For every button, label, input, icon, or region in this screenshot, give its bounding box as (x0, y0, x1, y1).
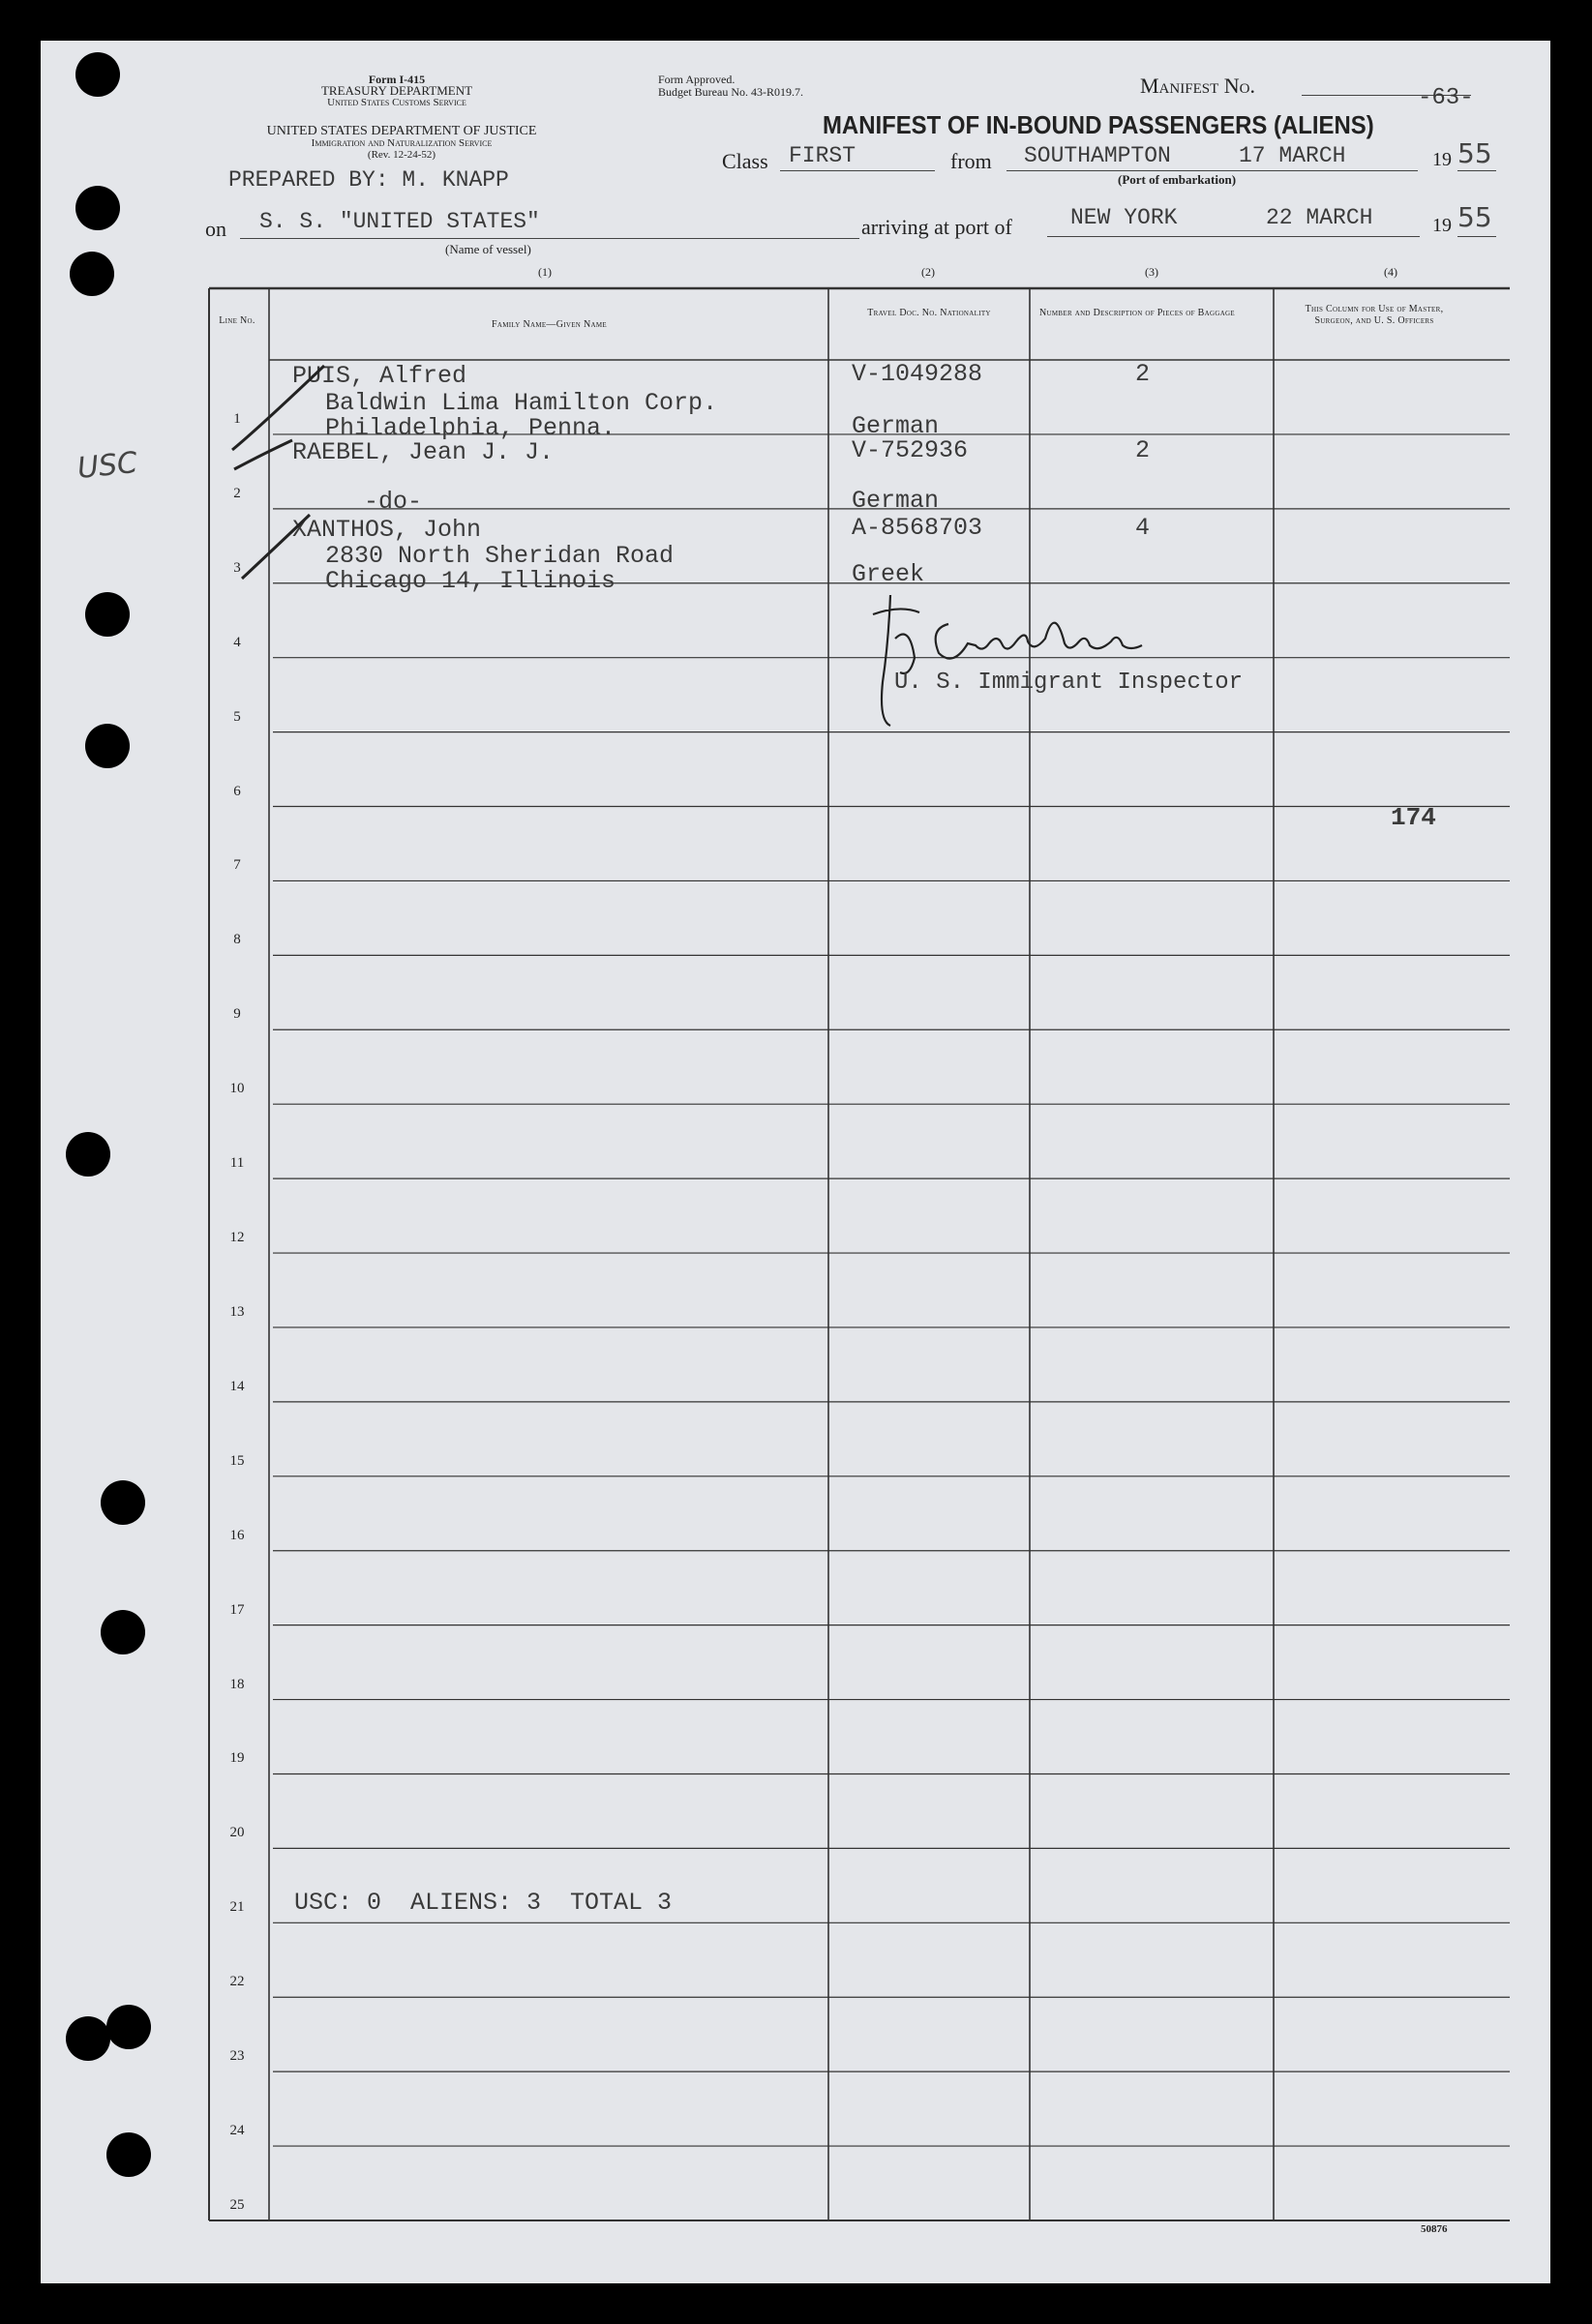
line-number: 23 (229, 2048, 245, 2065)
class-value: FIRST (789, 143, 856, 168)
form-approved (658, 74, 803, 99)
entry-1-address-2: Philadelphia, Penna. (325, 414, 616, 442)
line-number: 4 (233, 634, 241, 650)
budget-bureau: Budget Bureau No. 43-R019.7. (658, 85, 803, 99)
line-number: 15 (229, 1452, 245, 1469)
margin-note: USC (75, 445, 139, 487)
from-year: 55 (1457, 137, 1492, 169)
line-number: 25 (229, 2197, 245, 2213)
binder-hole (75, 52, 120, 97)
line-number: 8 (233, 932, 241, 948)
on-label: on (205, 217, 226, 241)
binder-hole (75, 186, 120, 230)
line-number: 1 (233, 410, 241, 427)
justice-block (203, 126, 600, 161)
header-travel-doc: Travel Doc. No. Nationality (867, 308, 991, 318)
header-baggage: Number and Description of Pieces of Baggage (1039, 308, 1235, 318)
line-number: 21 (229, 1899, 245, 1916)
treasury-dept: TREASURY DEPARTMENT (320, 83, 473, 98)
line-number: 3 (233, 559, 241, 576)
manifest-no-label: Manifest No. (1140, 74, 1255, 98)
line-number: 16 (229, 1527, 245, 1543)
line-number: 19 (229, 1750, 245, 1767)
binder-hole (101, 1610, 145, 1654)
entry-1-name: PUIS, Alfred (292, 362, 467, 390)
form-approved-line: Form Approved. (658, 73, 736, 86)
entry-3-name: XANTHOS, John (292, 516, 482, 544)
check-mark-3 (242, 515, 310, 579)
from-year-line (1457, 170, 1496, 171)
line-number: 5 (233, 708, 241, 725)
port-embark-caption: (Port of embarkation) (1118, 172, 1237, 187)
binder-hole (66, 2016, 110, 2061)
from-date: 17 MARCH (1239, 143, 1346, 168)
arrive-line (1047, 236, 1420, 237)
from-value: SOUTHAMPTON (1024, 143, 1171, 168)
entry-3-baggage: 4 (1135, 514, 1151, 542)
from-year-prefix: 19 (1432, 149, 1452, 170)
entry-2-doc: V-752936 (852, 436, 969, 464)
stray-number: 174 (1391, 803, 1436, 832)
revision: (Rev. 12-24-52) (367, 149, 436, 161)
entry-3-nationality: Greek (852, 560, 925, 588)
from-label: from (950, 149, 992, 173)
line-number: 7 (233, 857, 241, 874)
binder-hole (106, 2005, 151, 2049)
col-num-2: (2) (921, 265, 935, 279)
form-number: Form I-415 (368, 73, 426, 86)
line-number: 24 (229, 2123, 245, 2139)
entry-1-address-1: Baldwin Lima Hamilton Corp. (325, 389, 718, 417)
totals-line: USC: 0 ALIENS: 3 TOTAL 3 (294, 1889, 673, 1917)
binder-hole (106, 2132, 151, 2177)
vessel-caption: (Name of vessel) (445, 242, 531, 256)
line-number: 20 (229, 1825, 245, 1841)
manifest-no-value: -63- (1418, 85, 1474, 111)
entry-3-address-1: 2830 North Sheridan Road (325, 542, 675, 570)
col-num-1: (1) (538, 265, 552, 279)
page-title: MANIFEST OF IN-BOUND PASSENGERS (ALIENS) (823, 110, 1374, 139)
vessel-line (240, 238, 859, 239)
entry-1-nationality: German (852, 412, 940, 440)
justice-dept: UNITED STATES DEPARTMENT OF JUSTICE (266, 124, 537, 138)
line-number: 9 (233, 1006, 241, 1023)
vessel-name: S. S. "UNITED STATES" (259, 209, 540, 234)
entry-2-baggage: 2 (1135, 436, 1151, 464)
header-name: Family Name—Given Name (492, 319, 607, 330)
binder-hole (85, 592, 130, 637)
entry-2-nationality: German (852, 487, 940, 515)
check-marks (223, 348, 339, 600)
entry-2-address-1: -do- (364, 488, 423, 516)
arriving-label: arriving at port of (861, 215, 1012, 239)
entry-2-name: RAEBEL, Jean J. J. (292, 438, 555, 466)
arrive-port: NEW YORK (1070, 205, 1178, 230)
class-line (780, 170, 935, 171)
footer-code: 50876 (1421, 2223, 1448, 2235)
class-label: Class (722, 149, 768, 173)
line-number: 2 (233, 485, 241, 501)
check-mark-2 (234, 440, 292, 469)
ins-service: Immigration and Naturalization Service (311, 137, 493, 149)
arrive-year-line (1457, 236, 1496, 237)
line-number: 12 (229, 1230, 245, 1246)
entry-1-doc: V-1049288 (852, 360, 983, 388)
col-num-4: (4) (1384, 265, 1397, 279)
customs-service: United States Customs Service (327, 97, 466, 108)
arrive-year: 55 (1457, 201, 1492, 233)
header-officers: This Column for Use of Master, Surgeon, and U. S. Officers (1305, 304, 1444, 326)
binder-hole (66, 1132, 110, 1177)
arrive-date: 22 MARCH (1266, 205, 1373, 230)
inspector-signature (861, 585, 1171, 730)
binder-hole (101, 1480, 145, 1525)
header-line-no: Line No. (219, 315, 255, 326)
arrive-year-prefix: 19 (1432, 215, 1452, 236)
from-line (1006, 170, 1418, 171)
binder-hole (85, 724, 130, 768)
col-num-3: (3) (1145, 265, 1158, 279)
line-number: 10 (229, 1081, 245, 1097)
header-left (203, 74, 590, 108)
prepared-by: PREPARED BY: M. KNAPP (228, 167, 509, 193)
entry-1-baggage: 2 (1135, 360, 1151, 388)
line-number: 17 (229, 1601, 245, 1618)
entry-3-doc: A-8568703 (852, 514, 983, 542)
check-mark-1 (232, 366, 324, 450)
inspector-title: U. S. Immigrant Inspector (894, 670, 1244, 696)
binder-hole (70, 252, 114, 296)
line-number: 13 (229, 1303, 245, 1320)
line-number: 14 (229, 1378, 245, 1394)
entry-3-address-2: Chicago 14, Illinois (325, 567, 616, 595)
line-number: 6 (233, 783, 241, 799)
line-number: 11 (229, 1155, 245, 1172)
line-number: 18 (229, 1676, 245, 1692)
line-number: 22 (229, 1974, 245, 1990)
